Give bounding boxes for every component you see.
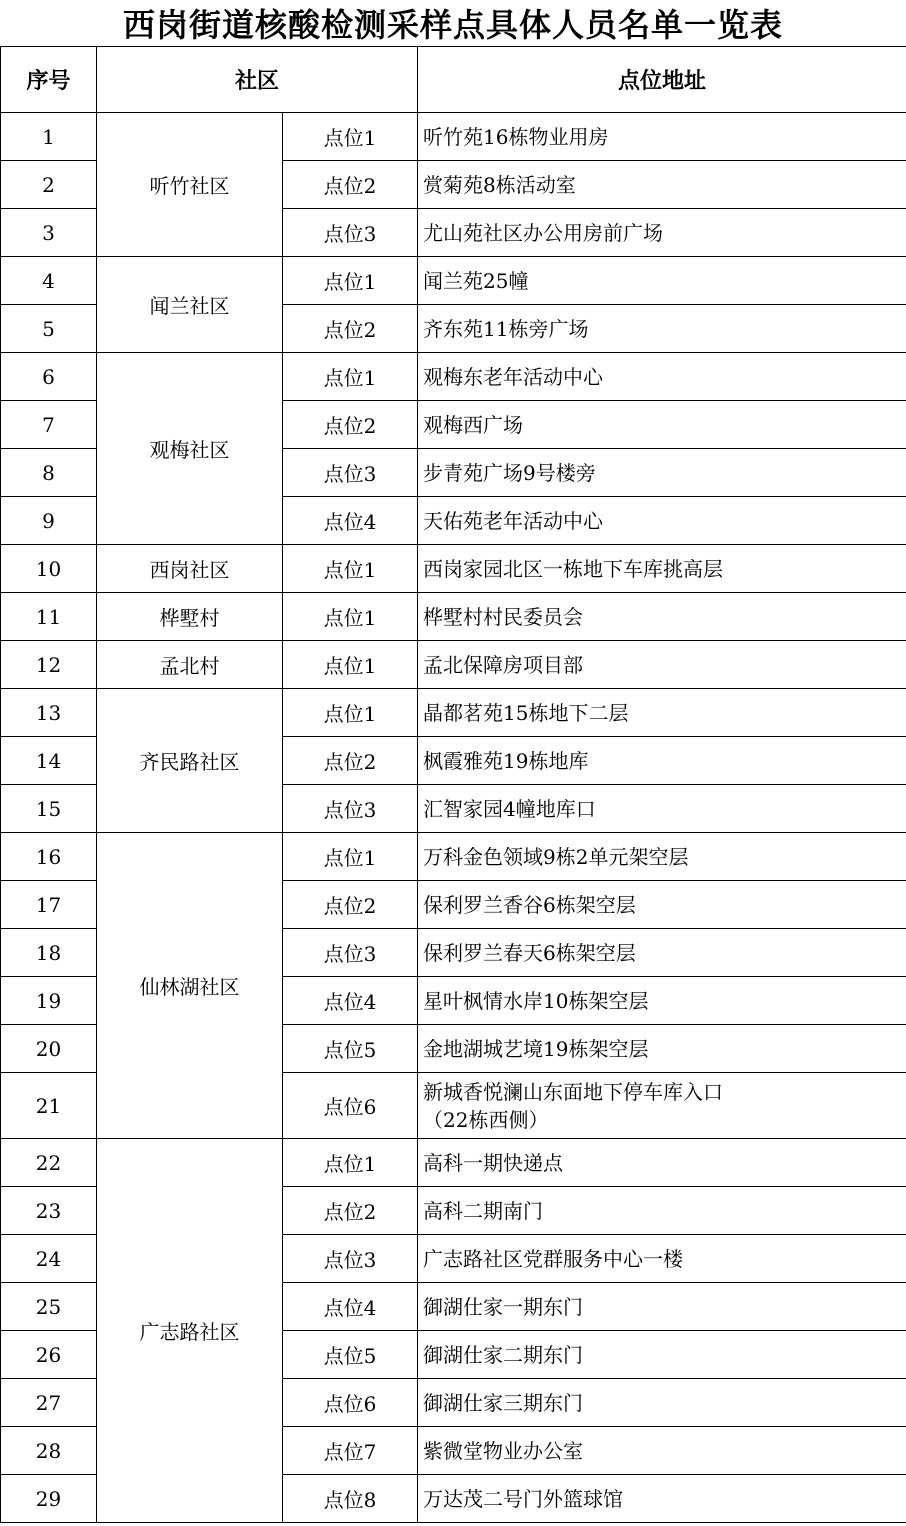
row-no: 17 <box>1 881 97 929</box>
point-cell: 点位6 <box>283 1073 418 1139</box>
address-cell: 保利罗兰春天6栋架空层 <box>418 929 906 977</box>
point-cell: 点位3 <box>283 1235 418 1283</box>
row-no: 4 <box>1 257 97 305</box>
table-row <box>1 545 906 593</box>
header-community: 社区 <box>97 47 418 113</box>
community-cell: 闻兰社区 <box>97 257 283 353</box>
row-no: 12 <box>1 641 97 689</box>
row-no: 18 <box>1 929 97 977</box>
point-cell: 点位1 <box>283 833 418 881</box>
address-cell: 闻兰苑25幢 <box>418 257 906 305</box>
point-cell: 点位3 <box>283 449 418 497</box>
row-no: 9 <box>1 497 97 545</box>
table-row <box>1 113 906 161</box>
row-no: 28 <box>1 1427 97 1475</box>
point-cell: 点位2 <box>283 161 418 209</box>
address-cell: 枫霞雅苑19栋地库 <box>418 737 906 785</box>
community-cell: 桦墅村 <box>97 593 283 641</box>
row-no: 11 <box>1 593 97 641</box>
row-no: 1 <box>1 113 97 161</box>
address-line-1: 新城香悦澜山东面地下停车库入口 <box>423 1079 724 1104</box>
point-cell: 点位1 <box>283 593 418 641</box>
row-no: 10 <box>1 545 97 593</box>
community-cell: 仙林湖社区 <box>97 833 283 1139</box>
point-cell: 点位2 <box>283 1187 418 1235</box>
address-cell: 御湖仕家三期东门 <box>418 1379 906 1427</box>
address-cell: 万科金色领域9栋2单元架空层 <box>418 833 906 881</box>
address-cell: 保利罗兰香谷6栋架空层 <box>418 881 906 929</box>
point-cell: 点位1 <box>283 353 418 401</box>
row-no: 16 <box>1 833 97 881</box>
table-row <box>1 593 906 641</box>
point-cell: 点位2 <box>283 401 418 449</box>
address-cell: 金地湖城艺境19栋架空层 <box>418 1025 906 1073</box>
address-cell: 晶都茗苑15栋地下二层 <box>418 689 906 737</box>
address-cell: 高科一期快递点 <box>418 1139 906 1187</box>
row-no: 23 <box>1 1187 97 1235</box>
point-cell: 点位1 <box>283 689 418 737</box>
row-no: 19 <box>1 977 97 1025</box>
row-no: 7 <box>1 401 97 449</box>
point-cell: 点位3 <box>283 785 418 833</box>
community-cell: 观梅社区 <box>97 353 283 545</box>
row-no: 21 <box>1 1073 97 1139</box>
address-cell: 天佑苑老年活动中心 <box>418 497 906 545</box>
address-cell: 万达茂二号门外篮球馆 <box>418 1475 906 1523</box>
sampling-points-table <box>0 46 906 1523</box>
row-no: 29 <box>1 1475 97 1523</box>
point-cell: 点位4 <box>283 977 418 1025</box>
table-row <box>1 641 906 689</box>
point-cell: 点位8 <box>283 1475 418 1523</box>
point-cell: 点位2 <box>283 305 418 353</box>
row-no: 27 <box>1 1379 97 1427</box>
row-no: 25 <box>1 1283 97 1331</box>
address-cell: 星叶枫情水岸10栋架空层 <box>418 977 906 1025</box>
row-no: 24 <box>1 1235 97 1283</box>
community-cell: 孟北村 <box>97 641 283 689</box>
address-cell: 汇智家园4幢地库口 <box>418 785 906 833</box>
address-cell <box>418 1073 906 1139</box>
table-row <box>1 1139 906 1187</box>
page-title: 西岗街道核酸检测采样点具体人员名单一览表 <box>122 6 783 44</box>
table-row <box>1 833 906 881</box>
point-cell: 点位5 <box>283 1025 418 1073</box>
address-cell: 观梅东老年活动中心 <box>418 353 906 401</box>
address-cell: 观梅西广场 <box>418 401 906 449</box>
address-cell: 紫微堂物业办公室 <box>418 1427 906 1475</box>
point-cell: 点位3 <box>283 929 418 977</box>
point-cell: 点位1 <box>283 545 418 593</box>
row-no: 3 <box>1 209 97 257</box>
point-cell: 点位4 <box>283 497 418 545</box>
address-cell: 高科二期南门 <box>418 1187 906 1235</box>
row-no: 2 <box>1 161 97 209</box>
point-cell: 点位1 <box>283 113 418 161</box>
address-cell: 广志路社区党群服务中心一楼 <box>418 1235 906 1283</box>
point-cell: 点位6 <box>283 1379 418 1427</box>
row-no: 8 <box>1 449 97 497</box>
point-cell: 点位7 <box>283 1427 418 1475</box>
header-address: 点位地址 <box>418 47 906 113</box>
header-no: 序号 <box>1 47 97 113</box>
point-cell: 点位4 <box>283 1283 418 1331</box>
address-cell: 御湖仕家二期东门 <box>418 1331 906 1379</box>
row-no: 15 <box>1 785 97 833</box>
community-cell: 西岗社区 <box>97 545 283 593</box>
row-no: 13 <box>1 689 97 737</box>
table-row <box>1 353 906 401</box>
point-cell: 点位1 <box>283 257 418 305</box>
point-cell: 点位2 <box>283 881 418 929</box>
table-header-row <box>1 47 906 113</box>
point-cell: 点位1 <box>283 641 418 689</box>
row-no: 26 <box>1 1331 97 1379</box>
address-cell: 赏菊苑8栋活动室 <box>418 161 906 209</box>
address-cell: 桦墅村村民委员会 <box>418 593 906 641</box>
address-cell: 西岗家园北区一栋地下车库挑高层 <box>418 545 906 593</box>
row-no: 6 <box>1 353 97 401</box>
row-no: 5 <box>1 305 97 353</box>
point-cell: 点位5 <box>283 1331 418 1379</box>
table-row <box>1 689 906 737</box>
community-cell: 听竹社区 <box>97 113 283 257</box>
address-cell: 步青苑广场9号楼旁 <box>418 449 906 497</box>
address-cell: 齐东苑11栋旁广场 <box>418 305 906 353</box>
row-no: 20 <box>1 1025 97 1073</box>
address-cell: 孟北保障房项目部 <box>418 641 906 689</box>
point-cell: 点位2 <box>283 737 418 785</box>
address-line-2: （22栋西侧） <box>423 1107 549 1132</box>
point-cell: 点位3 <box>283 209 418 257</box>
row-no: 14 <box>1 737 97 785</box>
table-row <box>1 257 906 305</box>
address-cell: 御湖仕家一期东门 <box>418 1283 906 1331</box>
address-cell: 听竹苑16栋物业用房 <box>418 113 906 161</box>
address-cell: 尤山苑社区办公用房前广场 <box>418 209 906 257</box>
point-cell: 点位1 <box>283 1139 418 1187</box>
community-cell: 齐民路社区 <box>97 689 283 833</box>
community-cell: 广志路社区 <box>97 1139 283 1523</box>
row-no: 22 <box>1 1139 97 1187</box>
